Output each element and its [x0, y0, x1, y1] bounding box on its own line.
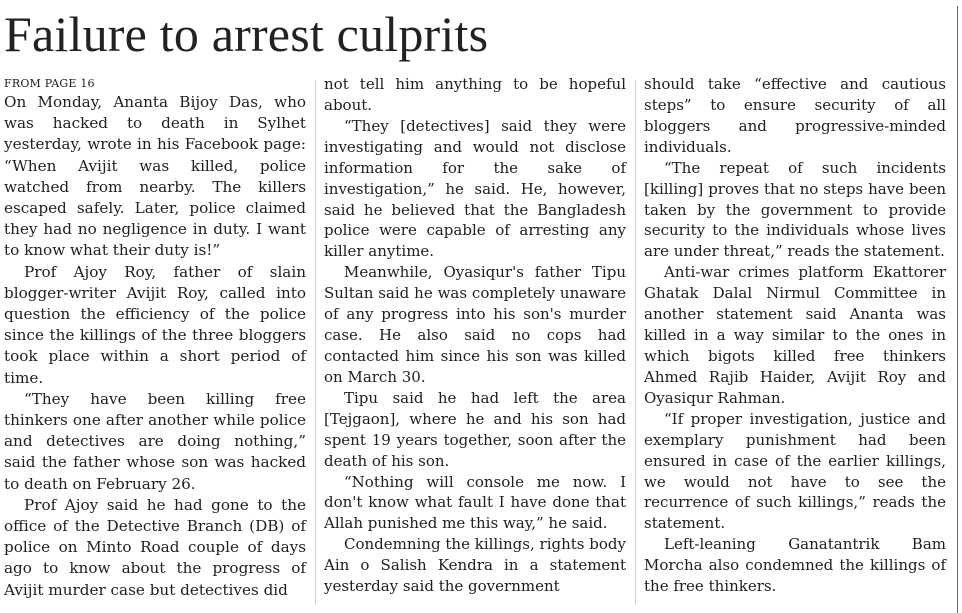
paragraph: Tipu said he had left the area [Tejgaon], where he and his son had spent 19 years together, soon after the death of his son. [324, 388, 626, 470]
article-column-2 [324, 74, 626, 597]
column-divider [315, 80, 316, 605]
paragraph: “They [detectives] said they were investigating and would not disclose information for the sake of investigation,” he said. He, however, said he believed that the Bangladesh police were capable of arresting any killer anytime. [324, 116, 626, 261]
clipping-edge [957, 6, 958, 613]
paragraph: Condemning the killings, rights body Ain o Salish Kendra in a statement yesterday said the government [324, 535, 626, 596]
paragraph: “The repeat of such incidents [killing] proves that no steps have been taken by the government to provide security to the individuals whose lives are under threat,” reads the statement. [644, 158, 946, 261]
article-column-1 [4, 74, 306, 601]
paragraph: “Nothing will console me now. I don't know what fault I have done that Allah punished me this way,” he said. [324, 472, 626, 533]
paragraph: Anti-war crimes platform Ekattorer Ghatak Dalal Nirmul Committee in another statement said Ananta was killed in a way similar to the ones in which bigots killed free thinkers Ahmed Rajib Haider, Avijit Roy and Oyasiqur Rahman. [644, 263, 946, 407]
paragraph: should take “effective and cautious steps” to ensure security of all bloggers and progressive-minded individuals. [644, 75, 946, 156]
paragraph: “If proper investigation, justice and exemplary punishment had been ensured in case of the earlier killings, we would not have to see the recurrence of such killings,” reads the statement. [644, 409, 946, 533]
paragraph: On Monday, Ananta Bijoy Das, who was hacked to death in Sylhet yesterday, wrote in his Facebook page: “When Avijit was killed, police watched from nearby. The killers escaped safely. Later, police claimed they had no negligence in duty. I want to know what their duty is!” [4, 93, 306, 260]
article-column-3 [644, 74, 946, 597]
paragraph: Prof Ajoy Roy, father of slain blogger-writer Avijit Roy, called into question the efficiency of the police since the killings of the three bloggers took place within a short period of time. [4, 262, 306, 387]
paragraph: Left-leaning Ganatantrik Bam Morcha also condemned the killings of the free thinkers. [644, 535, 946, 596]
paragraph: Meanwhile, Oyasiqur's father Tipu Sultan said he was completely unaware of any progress into his son's murder case. He also said no cops had contacted him since his son was killed on March 30. [324, 263, 626, 386]
paragraph: Prof Ajoy said he had gone to the office of the Detective Branch (DB) of police on Minto Road couple of days ago to know about the progress of Avijit murder case but detectives did [4, 495, 306, 599]
headline: Failure to arrest culprits [4, 6, 489, 62]
column-divider [635, 80, 636, 605]
jump-label: FROM PAGE 16 [4, 77, 95, 90]
paragraph: not tell him anything to be hopeful about. [324, 75, 626, 114]
paragraph: “They have been killing free thinkers one after another while police and detectives are doing nothing,” said the father whose son was hacked to death on February 26. [4, 389, 306, 493]
